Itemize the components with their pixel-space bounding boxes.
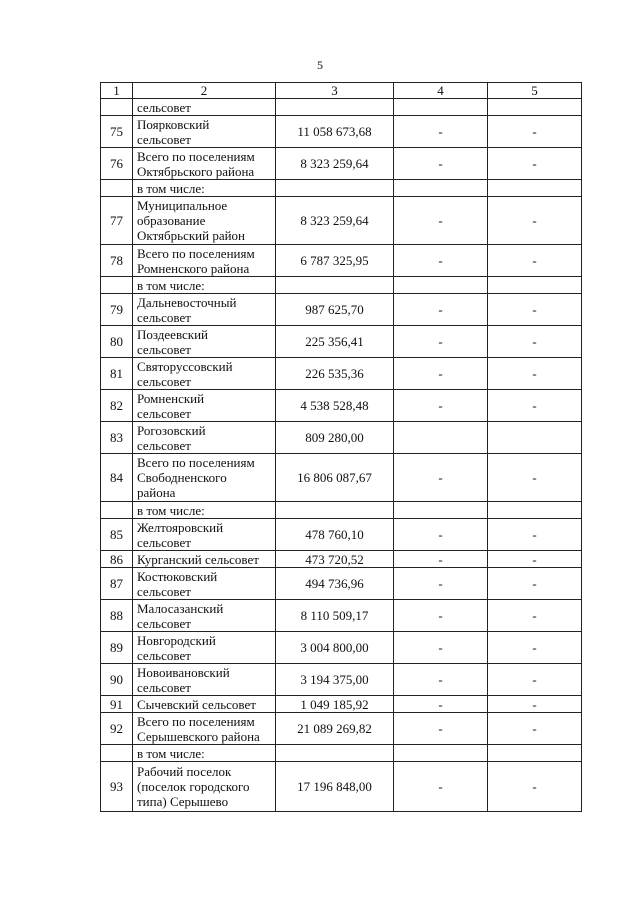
row-number <box>101 180 133 197</box>
table-row <box>101 519 582 551</box>
row-col4 <box>394 99 488 116</box>
row-number <box>101 277 133 294</box>
row-col4: - <box>394 454 488 502</box>
row-number: 92 <box>101 713 133 745</box>
row-name <box>133 180 276 197</box>
row-amount: 3 194 375,00 <box>276 664 394 696</box>
row-name-line: Серышевского района <box>137 728 260 744</box>
row-col5: - <box>488 197 582 245</box>
row-amount: 8 323 259,64 <box>276 148 394 180</box>
row-col4: - <box>394 390 488 422</box>
table-row <box>101 99 582 116</box>
row-amount: 21 089 269,82 <box>276 713 394 745</box>
row-name-line: сельсовет <box>137 309 191 325</box>
row-col4: - <box>394 358 488 390</box>
row-col5: - <box>488 519 582 551</box>
row-name-line: Рабочий поселок <box>137 764 232 779</box>
table-row <box>101 502 582 519</box>
header-cell: 4 <box>394 83 488 99</box>
row-name <box>133 568 276 600</box>
row-number: 88 <box>101 600 133 632</box>
row-name-line: Всего по поселениям <box>137 148 255 164</box>
row-amount: 8 110 509,17 <box>276 600 394 632</box>
row-name-line: (поселок городского <box>137 779 250 794</box>
row-col5: - <box>488 568 582 600</box>
row-amount: 1 049 185,92 <box>276 696 394 713</box>
row-name <box>133 358 276 390</box>
header-cell: 1 <box>101 83 133 99</box>
row-name <box>133 713 276 745</box>
table-row <box>101 696 582 713</box>
row-amount: 494 736,96 <box>276 568 394 600</box>
row-number: 82 <box>101 390 133 422</box>
row-amount: 226 535,36 <box>276 358 394 390</box>
table-row <box>101 632 582 664</box>
row-col5: - <box>488 713 582 745</box>
row-name-line: Всего по поселениям <box>137 713 255 729</box>
row-number: 75 <box>101 116 133 148</box>
row-col4: - <box>394 294 488 326</box>
row-col4: - <box>394 632 488 664</box>
table-row <box>101 245 582 277</box>
row-name-line: Рогозовский <box>137 422 206 438</box>
row-name <box>133 277 276 294</box>
row-name-line: сельсовет <box>137 99 191 115</box>
row-amount: 3 004 800,00 <box>276 632 394 664</box>
row-col5: - <box>488 390 582 422</box>
row-amount <box>276 180 394 197</box>
row-name-line: Сычевский сельсовет <box>137 696 256 712</box>
row-name-line: Поздеевский <box>137 326 209 342</box>
row-amount: 11 058 673,68 <box>276 116 394 148</box>
row-name <box>133 326 276 358</box>
table-row <box>101 148 582 180</box>
row-amount: 809 280,00 <box>276 422 394 454</box>
row-name <box>133 762 276 812</box>
table-row <box>101 294 582 326</box>
row-number: 89 <box>101 632 133 664</box>
row-name <box>133 454 276 502</box>
row-name-line: Свободненского <box>137 470 227 485</box>
row-col4 <box>394 502 488 519</box>
row-name <box>133 745 276 762</box>
row-col5 <box>488 745 582 762</box>
row-col5: - <box>488 632 582 664</box>
row-name <box>133 148 276 180</box>
row-name-line: Новгородский <box>137 632 216 648</box>
row-col4 <box>394 180 488 197</box>
row-name-line: типа) Серышево <box>137 794 229 809</box>
row-number: 87 <box>101 568 133 600</box>
row-name <box>133 502 276 519</box>
row-amount: 478 760,10 <box>276 519 394 551</box>
row-col4 <box>394 745 488 762</box>
row-name-line: сельсовет <box>137 373 191 389</box>
row-name-line: сельсовет <box>137 647 191 663</box>
row-col4 <box>394 422 488 454</box>
row-name-line: Костюковский <box>137 568 218 584</box>
row-number: 77 <box>101 197 133 245</box>
row-number: 79 <box>101 294 133 326</box>
row-col5 <box>488 99 582 116</box>
row-number <box>101 745 133 762</box>
row-col4: - <box>394 519 488 551</box>
row-name-line: в том числе: <box>137 745 205 761</box>
row-name-line: Всего по поселениям <box>137 245 255 261</box>
row-name-line: сельсовет <box>137 583 191 599</box>
table-row <box>101 664 582 696</box>
row-col5: - <box>488 245 582 277</box>
row-number: 91 <box>101 696 133 713</box>
row-name-line: сельсовет <box>137 534 191 550</box>
row-number: 90 <box>101 664 133 696</box>
row-name-line: Малосазанский <box>137 600 224 616</box>
row-number: 78 <box>101 245 133 277</box>
page-number: 5 <box>317 58 323 72</box>
row-name-line: Новоивановский <box>137 664 230 680</box>
header-row <box>101 83 582 99</box>
row-col4: - <box>394 116 488 148</box>
row-col5: - <box>488 664 582 696</box>
row-name-line: сельсовет <box>137 615 191 631</box>
row-col5: - <box>488 551 582 568</box>
table-row <box>101 180 582 197</box>
row-amount <box>276 745 394 762</box>
row-amount <box>276 502 394 519</box>
row-number <box>101 99 133 116</box>
row-col5 <box>488 422 582 454</box>
row-number: 81 <box>101 358 133 390</box>
row-col4: - <box>394 696 488 713</box>
table-row <box>101 197 582 245</box>
table-row <box>101 116 582 148</box>
table-row <box>101 454 582 502</box>
table-row <box>101 358 582 390</box>
table-row <box>101 762 582 812</box>
row-col5: - <box>488 294 582 326</box>
row-amount: 16 806 087,67 <box>276 454 394 502</box>
row-name-line: Октябрьский район <box>137 228 245 243</box>
row-name-line: образование <box>137 213 206 228</box>
row-name <box>133 696 276 713</box>
row-col5 <box>488 180 582 197</box>
row-col4: - <box>394 245 488 277</box>
row-name-line: в том числе: <box>137 277 205 293</box>
row-name-line: в том числе: <box>137 180 205 196</box>
row-name-line: Муниципальное <box>137 198 228 213</box>
row-col5: - <box>488 116 582 148</box>
row-name <box>133 519 276 551</box>
row-amount: 8 323 259,64 <box>276 197 394 245</box>
row-name <box>133 99 276 116</box>
row-col5 <box>488 502 582 519</box>
row-name-line: Поярковский <box>137 116 210 132</box>
row-name-line: сельсовет <box>137 405 191 421</box>
row-amount: 473 720,52 <box>276 551 394 568</box>
row-number: 80 <box>101 326 133 358</box>
row-col4: - <box>394 551 488 568</box>
row-name-line: Всего по поселениям <box>137 455 255 470</box>
table-row <box>101 390 582 422</box>
row-name <box>133 245 276 277</box>
row-col5 <box>488 277 582 294</box>
row-name-line: Ромненского района <box>137 260 250 276</box>
table-row <box>101 422 582 454</box>
row-amount: 225 356,41 <box>276 326 394 358</box>
row-name <box>133 664 276 696</box>
row-amount <box>276 277 394 294</box>
row-col4 <box>394 277 488 294</box>
table-row <box>101 326 582 358</box>
row-name <box>133 632 276 664</box>
table-row <box>101 745 582 762</box>
row-amount: 17 196 848,00 <box>276 762 394 812</box>
row-amount <box>276 99 394 116</box>
table-row <box>101 713 582 745</box>
row-number: 83 <box>101 422 133 454</box>
row-number: 86 <box>101 551 133 568</box>
row-name-line: Октябрьского района <box>137 163 255 179</box>
row-amount: 6 787 325,95 <box>276 245 394 277</box>
row-name-line: Святоруссовский <box>137 358 233 374</box>
row-number: 76 <box>101 148 133 180</box>
row-name <box>133 600 276 632</box>
row-col4: - <box>394 762 488 812</box>
header-cell: 3 <box>276 83 394 99</box>
row-name-line: Желтояровский <box>137 519 224 535</box>
row-name <box>133 390 276 422</box>
row-number: 85 <box>101 519 133 551</box>
row-col5: - <box>488 358 582 390</box>
row-name-line: сельсовет <box>137 341 191 357</box>
row-col5: - <box>488 696 582 713</box>
row-name-line: Курганский сельсовет <box>137 551 259 567</box>
row-number: 84 <box>101 454 133 502</box>
table-row <box>101 277 582 294</box>
row-amount: 4 538 528,48 <box>276 390 394 422</box>
row-col4: - <box>394 148 488 180</box>
row-name <box>133 294 276 326</box>
table-row <box>101 551 582 568</box>
row-col5: - <box>488 454 582 502</box>
row-col4: - <box>394 600 488 632</box>
row-name <box>133 197 276 245</box>
header-cell: 2 <box>133 83 276 99</box>
budget-table <box>100 82 582 812</box>
row-col4: - <box>394 713 488 745</box>
row-name-line: сельсовет <box>137 679 191 695</box>
table-row <box>101 600 582 632</box>
row-col4: - <box>394 326 488 358</box>
row-number: 93 <box>101 762 133 812</box>
row-name <box>133 551 276 568</box>
row-name-line: Ромненский <box>137 390 205 406</box>
table-row <box>101 568 582 600</box>
row-col5: - <box>488 326 582 358</box>
row-name-line: в том числе: <box>137 502 205 518</box>
row-col5: - <box>488 762 582 812</box>
header-cell: 5 <box>488 83 582 99</box>
row-number <box>101 502 133 519</box>
row-col4: - <box>394 664 488 696</box>
row-col4: - <box>394 568 488 600</box>
row-amount: 987 625,70 <box>276 294 394 326</box>
row-name-line: Дальневосточный <box>137 294 237 310</box>
row-col4: - <box>394 197 488 245</box>
row-name-line: района <box>137 485 176 500</box>
row-name <box>133 116 276 148</box>
row-name <box>133 422 276 454</box>
row-col5: - <box>488 148 582 180</box>
row-name-line: сельсовет <box>137 437 191 453</box>
row-name-line: сельсовет <box>137 131 191 147</box>
row-col5: - <box>488 600 582 632</box>
